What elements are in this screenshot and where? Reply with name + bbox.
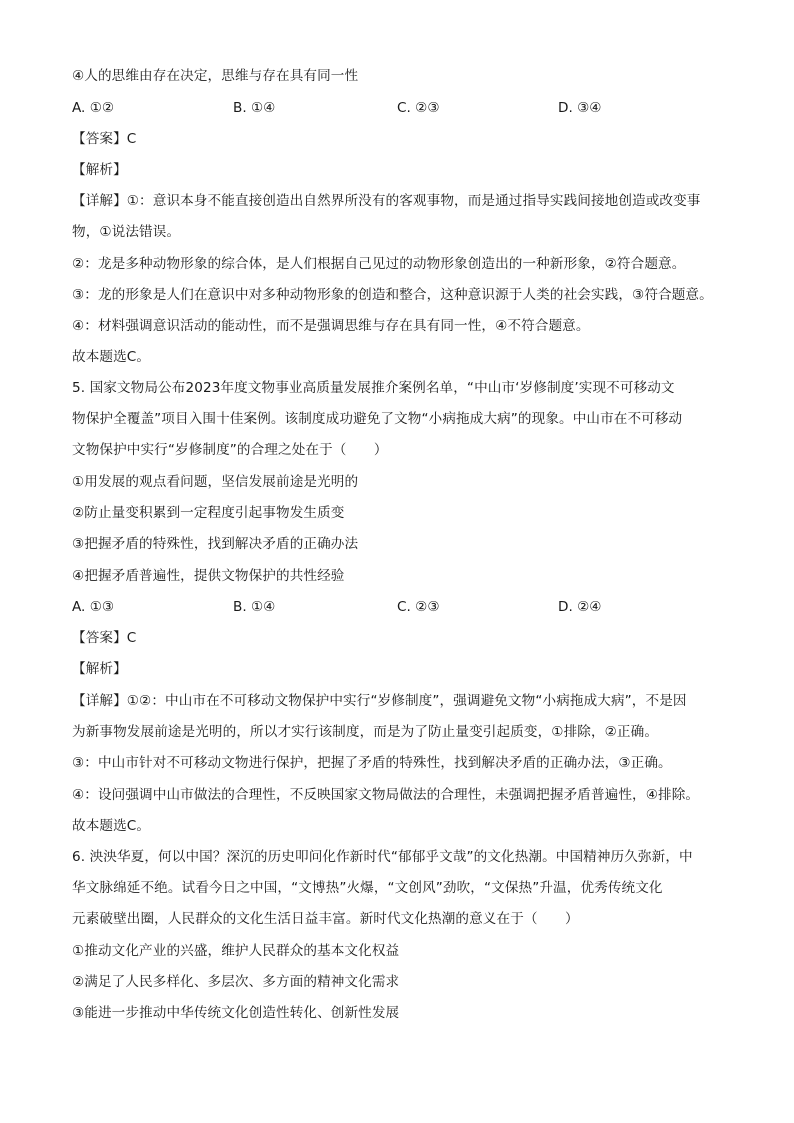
q4-conclusion: 故本题选C。 <box>72 349 151 365</box>
q4-option-a: A. ①② <box>72 100 115 116</box>
q6-stem-line-2: 华文脉绵延不绝。试看今日之中国，“文博热”火爆，“文创风”劲吹，“文保热”升温，优秀传统文化 <box>72 880 663 896</box>
q6-stem-line-3: 元素破壁出圈，人民群众的文化生活日益丰富。新时代文化热潮的意义在于（ ） <box>72 911 579 927</box>
q6-item-2: ②满足了人民多样化、多层次、多方面的精神文化需求 <box>72 974 400 990</box>
q4-option-d: D. ③④ <box>558 100 602 116</box>
q5-option-b: B. ①④ <box>233 599 276 615</box>
q4-detail-3: ③：龙的形象是人们在意识中对多种动物形象的创造和整合，这种意识源于人类的社会实践，③符合题意。 <box>72 287 713 303</box>
q4-item-4: ④人的思维由存在决定，思维与存在具有同一性 <box>72 68 359 84</box>
q5-stem-line-3: 文物保护中实行“岁修制度”的合理之处在于（ ） <box>72 442 388 458</box>
q4-answer: 【答案】C <box>72 131 137 147</box>
q5-option-c: C. ②③ <box>397 599 440 615</box>
q4-option-c: C. ②③ <box>397 100 440 116</box>
q5-options <box>72 596 732 618</box>
q5-detail-1: 【详解】①②：中山市在不可移动文物保护中实行“岁修制度”，强调避免文物“小病拖成大病”，不是因 <box>72 693 687 709</box>
q5-stem-line-1: 5. 国家文物局公布2023年度文物事业高质量发展推介案例名单，“中山市‘岁修制度’实现不可移动文 <box>72 380 675 396</box>
q4-detail-2: ②：龙是多种动物形象的综合体，是人们根据自己见过的动物形象创造出的一种新形象，②符合题意。 <box>72 256 686 272</box>
q5-option-d: D. ②④ <box>558 599 602 615</box>
q5-answer: 【答案】C <box>72 630 137 646</box>
q6-stem-line-1: 6. 泱泱华夏，何以中国？深沉的历史叩问化作新时代“郁郁乎文哉”的文化热潮。中国精神历久弥新，中 <box>72 849 693 865</box>
q5-detail-1b: 为新事物发展前途是光明的，所以才实行该制度，而是为了防止量变引起质变，①排除，②正确。 <box>72 724 659 740</box>
q5-item-4: ④把握矛盾普遍性，提供文物保护的共性经验 <box>72 568 345 584</box>
q4-detail-1b: 物，①说法错误。 <box>72 224 181 240</box>
q5-item-1: ①用发展的观点看问题，坚信发展前途是光明的 <box>72 474 359 490</box>
q5-stem-line-2: 物保护全覆盖”项目入围十佳案例。该制度成功避免了文物“小病拖成大病”的现象。中山市在不可移动 <box>72 411 683 427</box>
q4-detail-4: ④：材料强调意识活动的能动性，而不是强调思维与存在具有同一性，④不符合题意。 <box>72 318 590 334</box>
q5-option-a: A. ①③ <box>72 599 115 615</box>
q5-item-3: ③把握矛盾的特殊性，找到解决矛盾的正确办法 <box>72 536 359 552</box>
q4-analysis-label: 【解析】 <box>72 162 127 178</box>
q4-option-b: B. ①④ <box>233 100 276 116</box>
q5-item-2: ②防止量变积累到一定程度引起事物发生质变 <box>72 505 345 521</box>
q6-item-3: ③能进一步推动中华传统文化创造性转化、创新性发展 <box>72 1005 400 1021</box>
q5-conclusion: 故本题选C。 <box>72 818 151 834</box>
q4-options <box>72 97 732 119</box>
q4-detail-1: 【详解】①：意识本身不能直接创造出自然界所没有的客观事物，而是通过指导实践间接地创造或改变事 <box>72 193 701 209</box>
q5-detail-3: ③：中山市针对不可移动文物进行保护，把握了矛盾的特殊性，找到解决矛盾的正确办法，③正确。 <box>72 755 672 771</box>
q5-detail-4: ④：设问强调中山市做法的合理性，不反映国家文物局做法的合理性，未强调把握矛盾普遍性，④排除。 <box>72 787 700 803</box>
q5-analysis-label: 【解析】 <box>72 661 127 677</box>
q6-item-1: ①推动文化产业的兴盛，维护人民群众的基本文化权益 <box>72 943 400 959</box>
